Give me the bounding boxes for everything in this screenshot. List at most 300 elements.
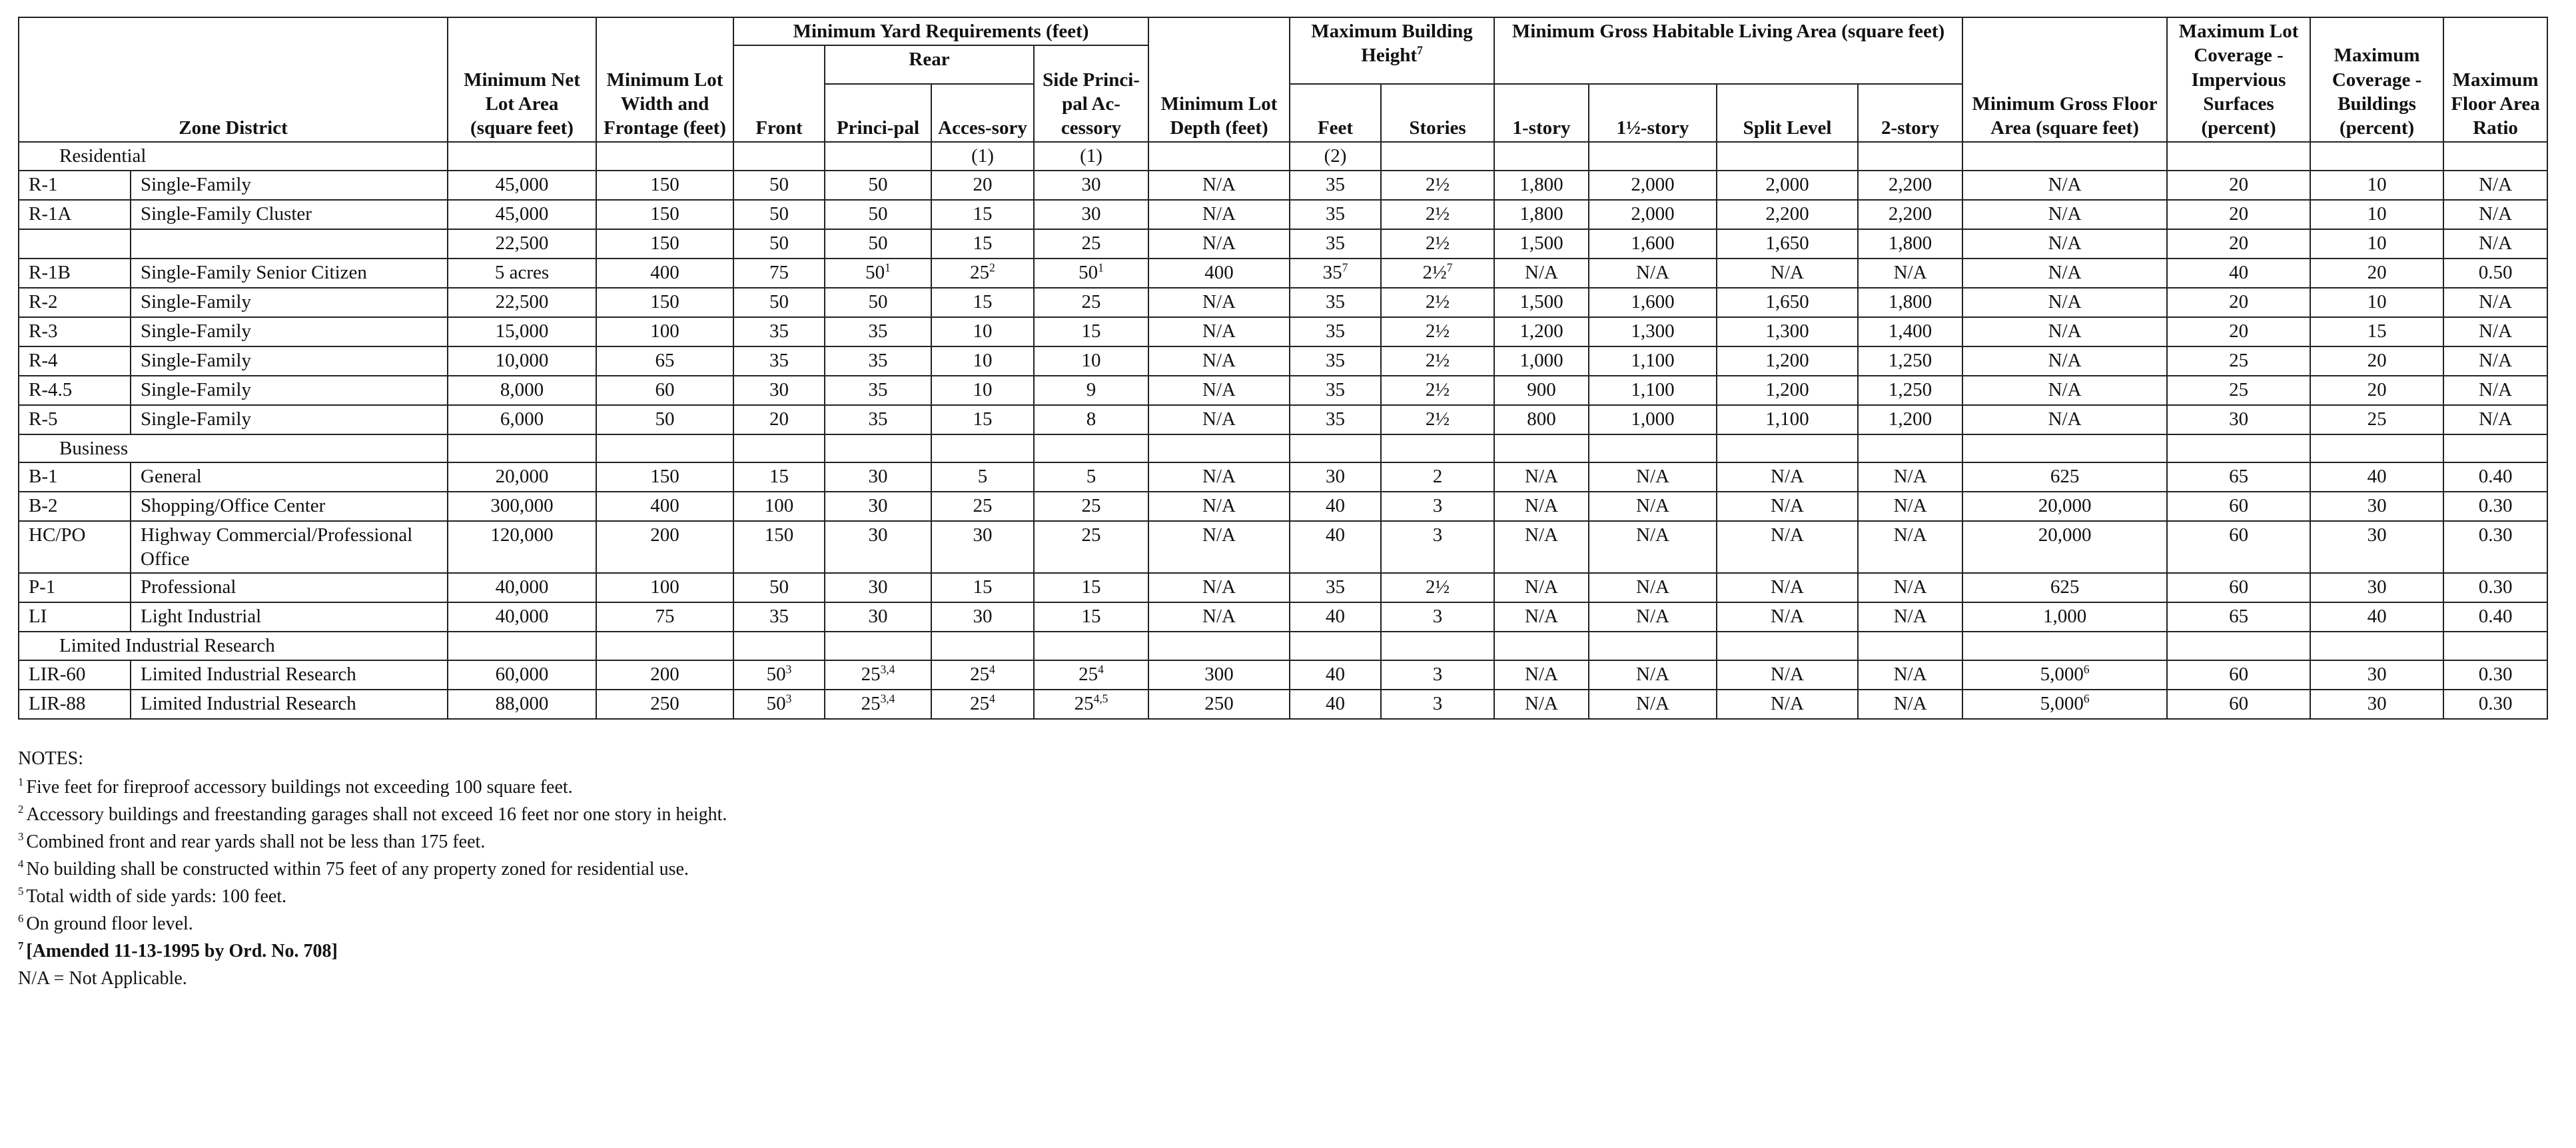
table-cell	[2167, 376, 2310, 405]
table-cell	[596, 346, 733, 376]
note-line	[18, 801, 2549, 828]
cell-value: N/A	[1893, 524, 1927, 546]
cell-value: N/A	[2048, 232, 2082, 254]
header-height-group-footnote: 7	[1417, 43, 1423, 57]
zone-name: Limited Industrial Research	[131, 660, 448, 690]
cell-value: 50	[865, 261, 885, 283]
table-cell	[2443, 602, 2547, 632]
cell-value: 2½	[1425, 408, 1450, 430]
table-cell	[931, 200, 1034, 229]
cell-value: 20	[2367, 349, 2387, 371]
table-cell	[1589, 200, 1717, 229]
cell-value: N/A	[1525, 606, 1558, 628]
table-cell	[2167, 462, 2310, 492]
cell-value: N/A	[1202, 320, 1236, 342]
table-cell	[2167, 405, 2310, 434]
table-cell	[2167, 171, 2310, 200]
cell-value: 1,500	[1519, 232, 1563, 254]
cell-value: 1,600	[1631, 290, 1675, 312]
note-line	[18, 937, 2549, 965]
cell-value: N/A	[1893, 494, 1927, 516]
table-row	[19, 229, 2547, 259]
cell-value: 1,200	[1765, 349, 1809, 371]
note-number: 7	[18, 939, 24, 953]
cell-value: 50	[769, 576, 789, 598]
cell-value: 100	[764, 494, 794, 516]
table-cell	[2310, 259, 2443, 288]
table-cell	[2167, 200, 2310, 229]
cell-value: 10	[973, 349, 993, 371]
cell-value: 1,500	[1519, 290, 1563, 312]
table-cell	[596, 200, 733, 229]
cell-value: 35	[868, 378, 888, 400]
note-ref-feet: (2)	[1290, 142, 1381, 170]
table-cell	[448, 346, 596, 376]
section-empty-cell	[1589, 434, 1717, 462]
cell-value: N/A	[1771, 606, 1804, 628]
cell-value: 1,200	[1765, 378, 1809, 400]
table-cell	[1148, 317, 1290, 346]
cell-value: 150	[650, 232, 679, 254]
cell-value: N/A	[1771, 465, 1804, 487]
table-cell	[2443, 200, 2547, 229]
table-cell	[1034, 492, 1148, 521]
cell-value: 400	[650, 261, 679, 283]
table-cell	[1962, 690, 2167, 719]
table-cell	[1858, 690, 1962, 719]
table-cell	[733, 317, 825, 346]
cell-value: 75	[655, 606, 675, 628]
section-empty-cell	[1148, 142, 1290, 170]
notes-legend: N/A = Not Applicable.	[18, 967, 187, 989]
cell-value: 60	[2229, 663, 2249, 685]
table-cell	[1717, 405, 1858, 434]
table-cell	[1858, 573, 1962, 602]
cell-value: N/A	[1525, 261, 1558, 283]
table-cell	[1381, 171, 1494, 200]
table-row	[19, 317, 2547, 346]
footnote-marker: 3,4	[880, 691, 895, 705]
table-cell	[1034, 660, 1148, 690]
table-cell	[931, 660, 1034, 690]
cell-value: 15	[1081, 576, 1101, 598]
section-row	[19, 142, 2547, 170]
note-line	[18, 856, 2549, 883]
cell-value: 800	[1527, 408, 1556, 430]
table-cell	[825, 288, 931, 317]
cell-value: 20	[2229, 320, 2249, 342]
cell-value: 0.40	[2478, 465, 2513, 487]
note-text: Total width of side yards: 100 feet.	[26, 885, 287, 907]
table-cell	[596, 462, 733, 492]
table-cell	[1494, 376, 1589, 405]
table-row	[19, 405, 2547, 434]
table-cell	[931, 462, 1034, 492]
section-empty-cell	[1034, 632, 1148, 660]
note-text: On ground floor level.	[26, 913, 193, 934]
zone-code: R-1A	[19, 200, 131, 229]
cell-value: N/A	[1525, 524, 1558, 546]
cell-value: 65	[2229, 606, 2249, 628]
table-cell	[2167, 492, 2310, 521]
section-empty-cell	[1494, 142, 1589, 170]
section-empty-cell	[1717, 142, 1858, 170]
table-cell	[1858, 200, 1962, 229]
table-cell	[448, 521, 596, 574]
zone-name: Single-Family	[131, 346, 448, 376]
section-empty-cell	[733, 142, 825, 170]
header-height-stories: Stories	[1381, 84, 1494, 143]
cell-value: N/A	[2048, 290, 2082, 312]
table-cell	[1148, 200, 1290, 229]
zone-code: R-4	[19, 346, 131, 376]
zone-code: HC/PO	[19, 521, 131, 574]
table-cell	[1589, 346, 1717, 376]
table-cell	[825, 229, 931, 259]
table-cell	[2443, 259, 2547, 288]
zone-code	[19, 229, 131, 259]
cell-value: 150	[650, 290, 679, 312]
section-title: Business	[19, 434, 448, 462]
table-cell	[1381, 521, 1494, 574]
table-cell	[1717, 376, 1858, 405]
cell-value: N/A	[2479, 378, 2513, 400]
section-empty-cell	[1381, 632, 1494, 660]
table-cell	[2443, 317, 2547, 346]
cell-value: 900	[1527, 378, 1556, 400]
table-cell	[825, 573, 931, 602]
cell-value: 0.30	[2478, 576, 2513, 598]
cell-value: 15	[2367, 320, 2387, 342]
section-empty-cell	[1589, 632, 1717, 660]
section-empty-cell	[1494, 632, 1589, 660]
cell-value: 5,000	[2040, 663, 2084, 685]
table-cell	[1717, 462, 1858, 492]
table-cell	[1858, 660, 1962, 690]
table-cell	[2443, 229, 2547, 259]
cell-value: 1,800	[1519, 203, 1563, 225]
cell-value: N/A	[1636, 663, 1669, 685]
table-cell	[2310, 317, 2443, 346]
header-height-feet: Feet	[1290, 84, 1381, 143]
zone-code: LIR-88	[19, 690, 131, 719]
table-cell	[2443, 288, 2547, 317]
table-cell	[2443, 171, 2547, 200]
table-cell	[1381, 492, 1494, 521]
zone-name	[131, 229, 448, 259]
cell-value: 25	[861, 663, 881, 685]
cell-value: 50	[769, 173, 789, 195]
table-cell	[825, 492, 931, 521]
cell-value: 25	[1081, 524, 1101, 546]
cell-value: 40	[1326, 692, 1346, 714]
cell-value: 9	[1086, 378, 1096, 400]
header-two-story: 2-story	[1858, 84, 1962, 143]
cell-value: 2½	[1425, 378, 1450, 400]
cell-value: N/A	[2479, 173, 2513, 195]
cell-value: 30	[2229, 408, 2249, 430]
table-cell	[825, 317, 931, 346]
cell-value: 150	[764, 524, 794, 546]
cell-value: 15,000	[495, 320, 549, 342]
table-cell	[1962, 200, 2167, 229]
zone-code: P-1	[19, 573, 131, 602]
cell-value: 20	[2229, 173, 2249, 195]
note-number: 6	[18, 912, 24, 925]
table-cell	[448, 317, 596, 346]
cell-value: 1,650	[1765, 232, 1809, 254]
table-cell	[2310, 376, 2443, 405]
cell-value: 20,000	[2038, 524, 2092, 546]
cell-value: 25	[2367, 408, 2387, 430]
table-cell	[448, 462, 596, 492]
section-empty-cell	[825, 142, 931, 170]
table-cell	[1034, 200, 1148, 229]
table-cell	[1717, 200, 1858, 229]
table-cell	[931, 690, 1034, 719]
table-cell	[1494, 521, 1589, 574]
note-ref-accessory: (1)	[931, 142, 1034, 170]
table-cell	[1034, 405, 1148, 434]
table-cell	[1290, 200, 1381, 229]
table-cell	[1034, 259, 1148, 288]
cell-value: 35	[868, 349, 888, 371]
table-cell	[448, 171, 596, 200]
cell-value: 0.30	[2478, 692, 2513, 714]
table-cell	[2167, 602, 2310, 632]
zone-name: Single-Family Cluster	[131, 200, 448, 229]
section-empty-cell	[1962, 632, 2167, 660]
cell-value: N/A	[1202, 408, 1236, 430]
table-cell	[733, 573, 825, 602]
cell-value: N/A	[2048, 173, 2082, 195]
table-cell	[596, 229, 733, 259]
table-cell	[1148, 602, 1290, 632]
cell-value: 20	[2229, 232, 2249, 254]
note-number: 3	[18, 830, 24, 844]
cell-value: 1,100	[1631, 349, 1675, 371]
cell-value: 50	[769, 290, 789, 312]
table-cell	[733, 690, 825, 719]
table-cell	[1381, 690, 1494, 719]
table-cell	[1494, 405, 1589, 434]
zone-name: Single-Family	[131, 171, 448, 200]
footnote-marker: 3	[785, 662, 792, 676]
table-cell	[1034, 229, 1148, 259]
cell-value: 300	[1204, 663, 1234, 685]
cell-value: 30	[1326, 465, 1346, 487]
table-cell	[1589, 405, 1717, 434]
table-cell	[1858, 288, 1962, 317]
table-cell	[1962, 602, 2167, 632]
cell-value: 45,000	[495, 173, 549, 195]
table-cell	[825, 171, 931, 200]
table-cell	[448, 288, 596, 317]
zone-name: Single-Family	[131, 405, 448, 434]
section-empty-cell	[596, 142, 733, 170]
cell-value: 3	[1432, 606, 1443, 628]
table-cell	[1381, 200, 1494, 229]
cell-value: 35	[1326, 290, 1346, 312]
cell-value: N/A	[1202, 494, 1236, 516]
cell-value: 30	[2367, 524, 2387, 546]
table-cell	[1034, 602, 1148, 632]
table-cell	[931, 346, 1034, 376]
table-cell	[1148, 346, 1290, 376]
section-empty-cell	[1290, 632, 1381, 660]
cell-value: 1,000	[2042, 606, 2087, 628]
table-cell	[1034, 317, 1148, 346]
table-cell	[596, 317, 733, 346]
table-cell	[931, 521, 1034, 574]
table-cell	[1962, 462, 2167, 492]
table-cell	[1858, 229, 1962, 259]
table-cell	[2443, 405, 2547, 434]
cell-value: 150	[650, 173, 679, 195]
cell-value: 15	[1081, 320, 1101, 342]
zone-code: R-4.5	[19, 376, 131, 405]
cell-value: N/A	[1202, 606, 1236, 628]
section-row	[19, 632, 2547, 660]
table-cell	[1717, 602, 1858, 632]
cell-value: 60	[2229, 494, 2249, 516]
zone-code: R-1	[19, 171, 131, 200]
table-cell	[931, 405, 1034, 434]
table-cell	[1290, 346, 1381, 376]
cell-value: 30	[2367, 576, 2387, 598]
section-empty-cell	[448, 142, 596, 170]
cell-value: 60	[655, 378, 675, 400]
section-empty-cell	[1148, 632, 1290, 660]
cell-value: N/A	[1893, 261, 1927, 283]
cell-value: 60,000	[495, 663, 549, 685]
table-cell	[2310, 492, 2443, 521]
zone-name: Limited Industrial Research	[131, 690, 448, 719]
cell-value: 20	[2229, 290, 2249, 312]
cell-value: 2½	[1425, 173, 1450, 195]
table-row	[19, 200, 2547, 229]
cell-value: N/A	[1202, 173, 1236, 195]
cell-value: 45,000	[495, 203, 549, 225]
table-cell	[825, 462, 931, 492]
header-min-lot-depth: Minimum Lot Depth (feet)	[1148, 17, 1290, 142]
header-side: Side Princi-pal Ac-cessory	[1034, 45, 1148, 142]
table-cell	[1494, 573, 1589, 602]
section-empty-cell	[733, 434, 825, 462]
zone-code: R-2	[19, 288, 131, 317]
cell-value: 40,000	[495, 606, 549, 628]
table-cell	[1858, 376, 1962, 405]
cell-value: 1,800	[1888, 232, 1932, 254]
cell-value: 2½	[1425, 576, 1450, 598]
cell-value: 10	[2367, 173, 2387, 195]
table-cell	[1717, 521, 1858, 574]
cell-value: N/A	[2479, 232, 2513, 254]
table-cell	[2310, 200, 2443, 229]
cell-value: 35	[868, 320, 888, 342]
table-cell	[931, 573, 1034, 602]
table-cell	[1717, 259, 1858, 288]
cell-value: N/A	[1636, 465, 1669, 487]
cell-value: N/A	[1771, 494, 1804, 516]
table-cell	[1589, 376, 1717, 405]
table-cell	[1589, 521, 1717, 574]
table-cell	[825, 660, 931, 690]
cell-value: N/A	[2048, 378, 2082, 400]
table-cell	[1148, 521, 1290, 574]
header-one-half-story: 1½-story	[1589, 84, 1717, 143]
cell-value: N/A	[2479, 349, 2513, 371]
table-cell	[733, 346, 825, 376]
table-cell	[733, 376, 825, 405]
cell-value: N/A	[2479, 203, 2513, 225]
table-cell	[2310, 405, 2443, 434]
cell-value: N/A	[1525, 663, 1558, 685]
cell-value: N/A	[1771, 576, 1804, 598]
table-cell	[1290, 405, 1381, 434]
cell-value: 50	[655, 408, 675, 430]
cell-value: 5 acres	[494, 261, 550, 283]
table-cell	[596, 690, 733, 719]
cell-value: 0.50	[2478, 261, 2513, 283]
cell-value: 50	[868, 173, 888, 195]
cell-value: 88,000	[495, 692, 549, 714]
table-cell	[825, 259, 931, 288]
cell-value: 1,800	[1888, 290, 1932, 312]
cell-value: 50	[868, 290, 888, 312]
cell-value: 40,000	[495, 576, 549, 598]
table-cell	[448, 405, 596, 434]
cell-value: 25	[973, 494, 993, 516]
table-cell	[1034, 376, 1148, 405]
note-line	[18, 883, 2549, 910]
footnote-marker: 6	[2083, 691, 2090, 705]
section-empty-cell	[931, 434, 1034, 462]
cell-value: 1,000	[1631, 408, 1675, 430]
note-text: No building shall be constructed within 75 feet of any property zoned for residential use.	[26, 858, 689, 879]
cell-value: 150	[650, 203, 679, 225]
cell-value: 22,500	[495, 290, 549, 312]
notes-title: NOTES:	[18, 748, 83, 769]
section-empty-cell	[596, 632, 733, 660]
zoning-requirements-table	[18, 17, 2548, 720]
table-cell	[2167, 521, 2310, 574]
header-max-coverage-buildings: Maximum Coverage - Buildings (percent)	[2310, 17, 2443, 142]
table-cell	[1290, 462, 1381, 492]
table-cell	[1962, 317, 2167, 346]
cell-value: 30	[2367, 494, 2387, 516]
section-empty-cell	[1858, 632, 1962, 660]
table-cell	[1717, 317, 1858, 346]
cell-value: 20	[973, 173, 993, 195]
cell-value: 625	[2050, 576, 2080, 598]
section-empty-cell	[1717, 434, 1858, 462]
table-cell	[1034, 521, 1148, 574]
section-empty-cell	[1858, 142, 1962, 170]
table-cell	[2310, 573, 2443, 602]
zone-code: R-3	[19, 317, 131, 346]
table-cell	[2167, 573, 2310, 602]
table-cell	[733, 200, 825, 229]
cell-value: 1,100	[1631, 378, 1675, 400]
cell-value: 300,000	[490, 494, 554, 516]
cell-value: N/A	[1202, 290, 1236, 312]
table-cell	[1962, 259, 2167, 288]
cell-value: N/A	[1636, 524, 1669, 546]
table-cell	[2310, 602, 2443, 632]
cell-value: 30	[868, 494, 888, 516]
section-empty-cell	[2167, 142, 2310, 170]
